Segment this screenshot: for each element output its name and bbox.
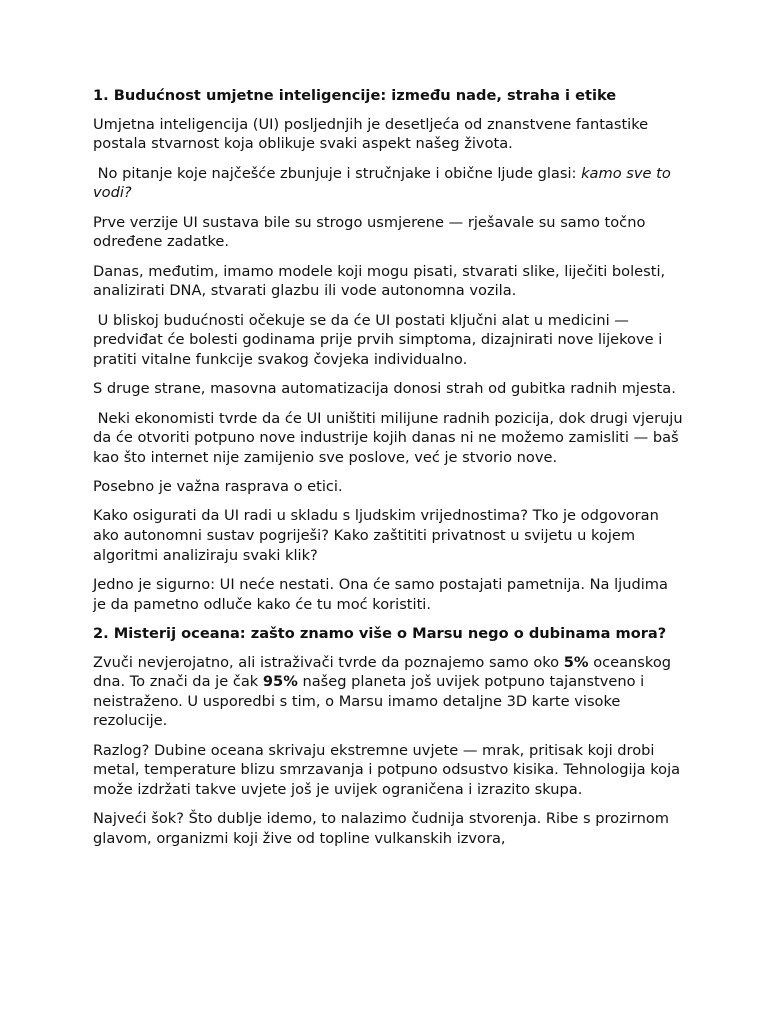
paragraph-text: našeg planeta još uvijek potpuno tajanstveno i neistraženo. U usporedbi s tim, o Marsu imamo detaljne 3D karte visoke rezolucije. [93,673,645,730]
paragraph: Prve verzije UI sustava bile su strogo usmjerene — rješavale su samo točno određene zadatke. [93,213,646,251]
paragraph [93,164,685,203]
paragraph: Danas, međutim, imamo modele koji mogu pisati, stvarati slike, liječiti bolesti, analizirati DNA, stvarati glazbu ili vode autonomna vozila. [93,262,666,300]
section-1-heading: 1. Budućnost umjetne inteligencije: između nade, straha i etike [93,87,617,104]
paragraph-text: No pitanje koje najčešće zbunjuje i stručnjake i obične ljude glasi: [97,164,577,182]
paragraph: Jedno je sigurno: UI neće nestati. Ona će samo postajati pametnija. Na ljudima je da pametno odluče kako će tu moć koristiti. [93,576,668,613]
paragraph: Najveći šok? Što dublje idemo, to nalazimo čudnija stvorenja. Ribe s prozirnom glavom, organizmi koji žive od topline vulkanskih izvora, [93,810,669,847]
paragraph [93,653,685,731]
paragraph-bold: 95% [262,673,298,691]
paragraph-bold: 5% [563,653,589,671]
paragraph: U bliskoj budućnosti očekuje se da će UI postati ključni alat u medicini — predviđat će bolesti godinama prije prvih simptoma, dizajnirati nove lijekove i pratiti vitalne funkcije svakog čovjeka individualno. [93,311,663,368]
document-page [93,86,685,858]
paragraph-text: oceanskog dna. To znači da je čak [93,653,672,691]
paragraph: Neki ekonomisti tvrde da će UI uništiti milijune radnih pozicija, dok drugi vjeruju da će otvoriti potpuno nove industrije kojih danas ni ne možemo zamisliti — baš kao što internet nije zamijenio sve poslove, već je stvorio nove. [93,409,683,466]
paragraph-text: Zvuči nevjerojatno, ali istraživači tvrde da poznajemo samo oko [93,653,560,671]
paragraph: Posebno je važna rasprava o etici. [93,478,343,496]
paragraph: Kako osigurati da UI radi u skladu s ljudskim vrijednostima? Tko je odgovoran ako autonomni sustav pogriješi? Kako zaštititi privatnost u svijetu u kojem algoritmi analiziraju svaki klik? [93,507,659,564]
section-2-heading: 2. Misterij oceana: zašto znamo više o Marsu nego o dubinama mora? [93,625,667,643]
paragraph: S druge strane, masovna automatizacija donosi strah od gubitka radnih mjesta. [93,380,676,398]
paragraph: Razlog? Dubine oceana skrivaju ekstremne uvjete — mrak, pritisak koji drobi metal, temperature blizu smrzavanja i potpuno odsustvo kisika. Tehnologija koja može izdržati takve uvjete još je uvijek ograničena i izrazito skupa. [93,741,681,798]
paragraph: Umjetna inteligencija (UI) posljednjih je desetljeća od znanstvene fantastike postala stvarnost koja oblikuje svaki aspekt našeg života. [93,115,649,153]
paragraph-italic: kamo sve to vodi? [93,164,671,202]
